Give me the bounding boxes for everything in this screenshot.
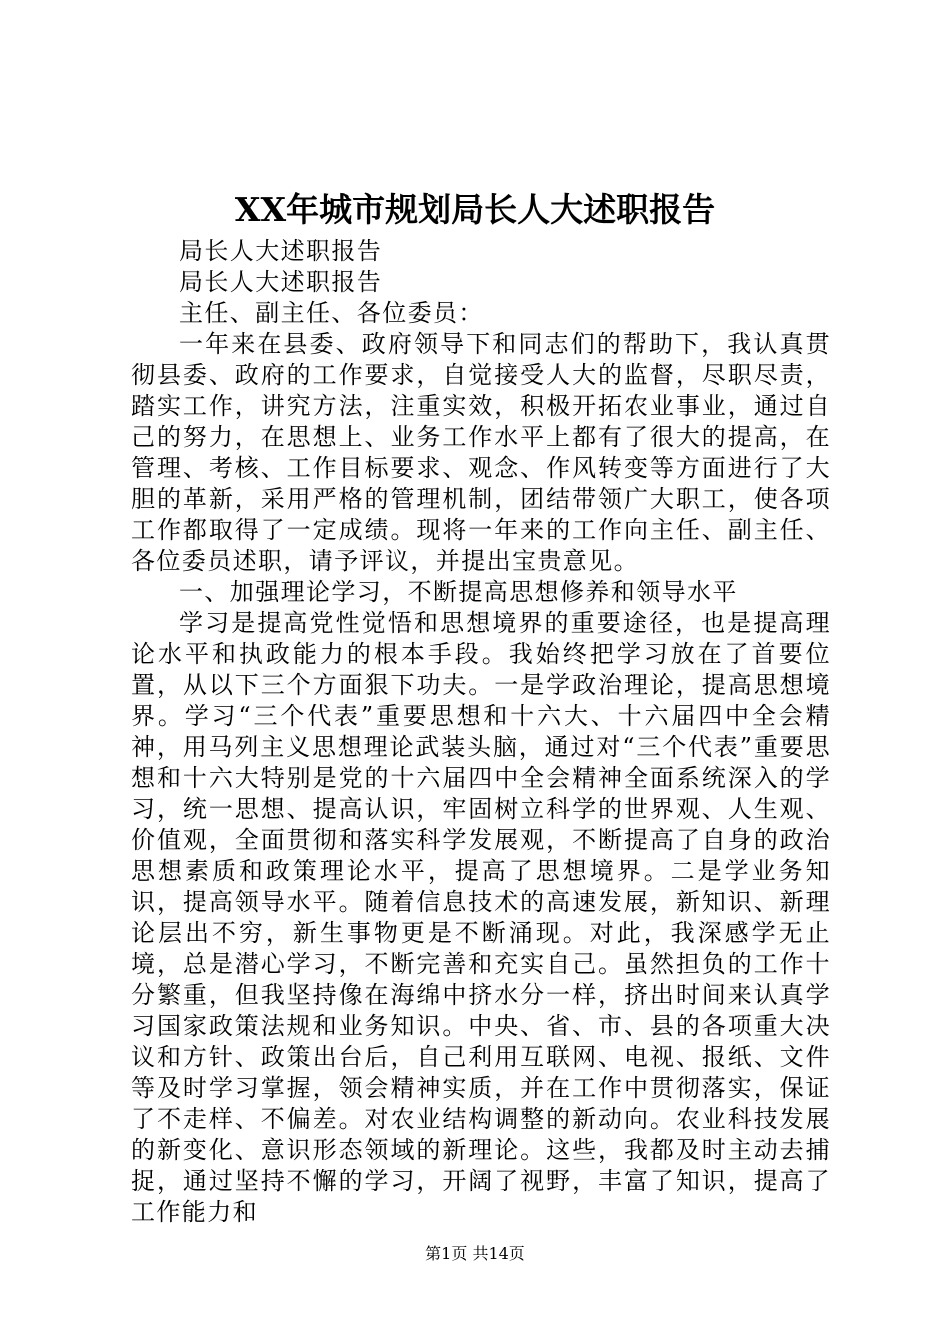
subtitle-line: 局长人大述职报告 [179, 268, 383, 296]
page-title: XX年城市规划局长人大述职报告 [234, 190, 716, 229]
body-paragraph: 一年来在县委、政府领导下和同志们的帮助下，我认真贯彻县委、政府的工作要求，自觉接受人大的监督，尽职尽责，踏实工作，讲究方法，注重实效，积极开拓农业事业，通过自己的努力，在思想上、业务工作水平上都有了很大的提高，在管理、考核、工作目标要求、观念、作风转变等方面进行了大胆的革新，采用严格的管理机制，团结带领广大职工，使各项工作都取得了一定成绩。现将一年来的工作向主任、副主任、各位委员述职，请予评议，并提出宝贵意见。 [131, 330, 831, 575]
body-paragraph: 学习是提高党性觉悟和思想境界的重要途径，也是提高理论水平和执政能力的根本手段。我始终把学习放在了首要位置，从以下三个方面狠下功夫。一是学政治理论，提高思想境界。学习“三个代表”重要思想和十六大、十六届四中全会精神，用马列主义思想理论武装头脑，通过对“三个代表”重要思想和十六大特别是党的十六届四中全会精神全面系统深入的学习，统一思想、提高认识，牢固树立科学的世界观、人生观、价值观，全面贯彻和落实科学发展观，不断提高了自身的政治思想素质和政策理论水平，提高了思想境界。二是学业务知识，提高领导水平。随着信息技术的高速发展，新知识、新理论层出不穷，新生事物更是不断涌现。对此，我深感学无止境，总是潜心学习，不断完善和充实自己。虽然担负的工作十分繁重，但我坚持像在海绵中挤水分一样，挤出时间来认真学习国家政策法规和业务知识。中央、省、市、县的各项重大决议和方针、政策出台后，自己利用互联网、电视、报纸、文件等及时学习掌握，领会精神实质，并在工作中贯彻落实，保证了不走样、不偏差。对农业结构调整的新动向。农业科技发展的新变化、意识形态领域的新理论。这些，我都及时主动去捕捉，通过坚持不懈的学习，开阔了视野，丰富了知识，提高了工作能力和 [131, 609, 831, 1226]
subtitle-line: 局长人大述职报告 [179, 237, 383, 265]
salutation: 主任、副主任、各位委员： [179, 299, 484, 327]
document-body [131, 236, 831, 1228]
section-heading: 一、加强理论学习，不断提高思想修养和领导水平 [179, 578, 738, 606]
page-footer: 第1页 共14页 [425, 1244, 525, 1263]
